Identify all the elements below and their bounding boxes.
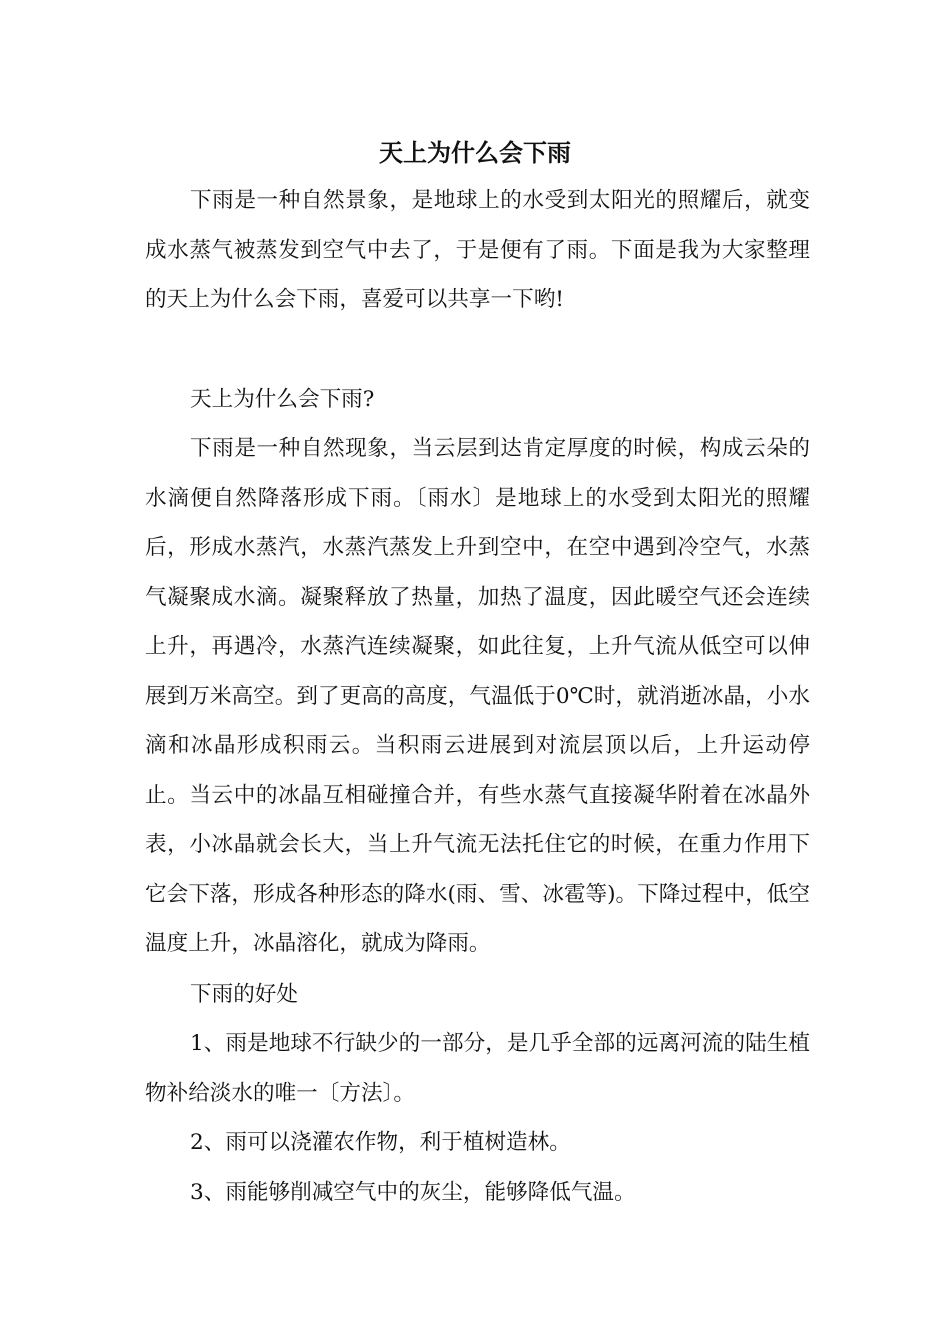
section-heading-benefits: 下雨的好处 bbox=[190, 982, 298, 1007]
benefit-item-3: 3、雨能够削减空气中的灰尘，能够降低气温。 bbox=[190, 1180, 636, 1205]
document-title: 天上为什么会下雨 bbox=[379, 138, 571, 167]
rain-formation-paragraph: 下雨是一种自然现象，当云层到达肯定厚度的时候，构成云朵的水滴便自然降落形成下雨。〔雨水〕是地球上的水受到太阳光的照耀后，形成水蒸汽，水蒸汽蒸发上升到空中，在空中遇到冷空气，水蒸气凝聚成水滴。凝聚释放了热量，加热了温度，因此暖空气还会连续上升，再遇冷，水蒸汽连续凝聚，如此往复，上升气流从低空可以伸展到万米高空。到了更高的高度，气温低于0℃时，就消逝冰晶，小水滴和冰晶形成积雨云。当积雨云进展到对流层顶以后，上升运动停止。当云中的冰晶互相碰撞合并，有些水蒸气直接凝华附着在冰晶外表，小冰晶就会长大，当上升气流无法托住它的时候，在重力作用下它会下落，形成各种形态的降水(雨、雪、冰雹等)。下降过程中，低空温度上升，冰晶溶化，就成为降雨。 bbox=[145, 436, 810, 956]
benefit-item-2: 2、雨可以浇灌农作物，利于植树造林。 bbox=[190, 1130, 571, 1155]
benefit-item-1: 1、雨是地球不行缺少的一部分，是几乎全部的远离河流的陆生植物补给淡水的唯一〔方法〕。 bbox=[145, 1031, 810, 1106]
section-heading-why-rain: 天上为什么会下雨? bbox=[190, 387, 375, 412]
intro-paragraph: 下雨是一种自然景象，是地球上的水受到太阳光的照耀后，就变成水蒸气被蒸发到空气中去了，于是便有了雨。下面是我为大家整理的天上为什么会下雨，喜爱可以共享一下哟! bbox=[145, 188, 810, 312]
